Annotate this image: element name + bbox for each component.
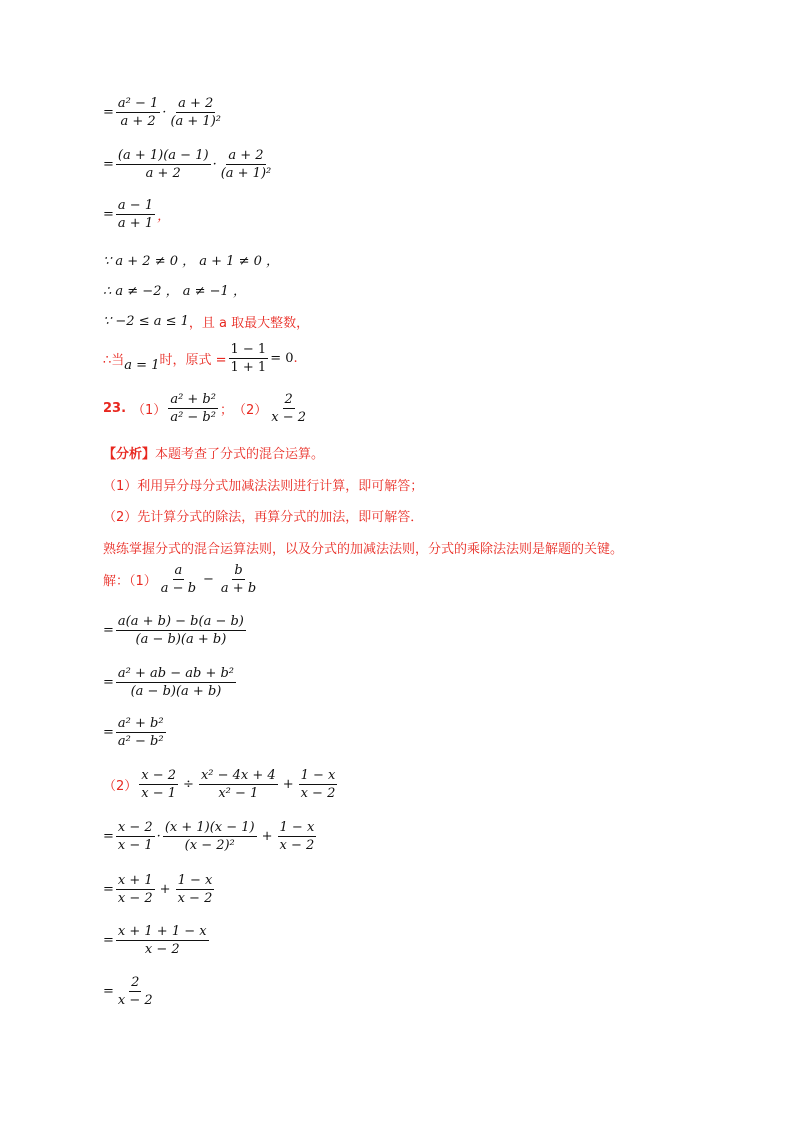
fraction: $\frac{a + 2}{\text{(a + 1)²}}$ <box>170 96 221 129</box>
multiply-dot: · <box>162 105 167 120</box>
equals-sign: = <box>103 105 114 120</box>
fraction: $\frac{1 - 1}{1 + 1}$ <box>230 342 267 375</box>
step-2: = $\frac{(a + 1)(a - 1)}{a + 2}$ · $\frac{a + 2}{\text{(a + 1)²}}$ <box>103 148 272 181</box>
fraction: $\frac{x - 2}{x - 1}$ <box>141 768 177 801</box>
fraction: $\frac{a + 2}{\text{(a + 1)²}}$ <box>220 148 272 181</box>
step-3: = $\frac{a - 1}{a + 1}$ ， <box>103 198 171 231</box>
fraction: $\frac{x + 1}{x - 2}$ <box>117 873 153 906</box>
fraction: $\frac{\text{x² − 4x + 4}}{\text{x² − 1}}$ <box>200 768 276 801</box>
analysis-line-1: （1）利用异分母分式加减法法则进行计算，即可解答； <box>103 479 424 494</box>
solution-step-1: = $\frac{a(a + b) - b(a - b)}{(a - b)(a + b)}$ <box>103 614 244 647</box>
solution-step-3: = $\frac{\text{a² + b²}}{\text{a² − b²}}$ <box>103 716 164 749</box>
analysis-line-3: 熟练掌握分式的混合运算法则，以及分式的加减法法则，分式的乘除法法则是解题的关键。 <box>103 542 624 557</box>
fraction: $\frac{x + 1 + 1 - x}{x - 2}$ <box>117 924 207 957</box>
fraction: $\frac{\text{a² + b²}}{\text{a² − b²}}$ <box>117 716 164 749</box>
fraction: $\frac{b}{a + b}$ <box>220 563 257 596</box>
fraction: $\frac{2}{x - 2}$ <box>117 975 153 1008</box>
solution-step-5: = $\frac{x + 1}{x - 2}$ + $\frac{1 - x}{x - 2}$ <box>103 873 213 906</box>
solution-part-1: 解：（1） $\frac{a}{a - b}$ − $\frac{b}{a + b}$ <box>103 563 257 596</box>
fraction: $\frac{x - 2}{x - 1}$ <box>117 820 153 853</box>
step-1 <box>103 96 225 129</box>
fraction: $\frac{1 - x}{x - 2}$ <box>300 768 336 801</box>
fraction: $\frac{(x + 1)(x - 1)}{\text{(x − 2)²}}$ <box>164 820 255 853</box>
solution-step-4: = $\frac{x - 2}{x - 1}$ · $\frac{(x + 1)(x - 1)}{\text{(x − 2)²}}$ + $\frac{1 - x}{x - 2}$ <box>103 820 315 853</box>
fraction: $\frac{\text{a² + ab − ab + b²}}{(a - b)(a + b)}$ <box>117 666 235 699</box>
fraction: $\frac{(a + 1)(a - 1)}{a + 2}$ <box>117 148 209 181</box>
fraction: $\frac{1 - x}{x - 2}$ <box>279 820 315 853</box>
analysis-line-2: （2）先计算分式的除法，再算分式的加法，即可解答． <box>103 510 424 525</box>
fraction: $\frac{\text{a² − 1}}{a + 2}$ <box>117 96 159 129</box>
fraction: $\frac{1 - x}{x - 2}$ <box>177 873 213 906</box>
fraction: $\frac{a}{a - b}$ <box>160 563 197 596</box>
fraction: $\frac{a - 1}{a + 1}$ <box>117 198 154 231</box>
question-23-answer: 23. （1） $\frac{\text{a² + b²}}{\text{a² − b²}}$ ； （2） $\frac{2}{x - 2}$ <box>103 392 307 425</box>
fraction: $\frac{\text{a² + b²}}{\text{a² − b²}}$ <box>170 392 216 425</box>
fraction: $\frac{a(a + b) - b(a - b)}{(a - b)(a + b)}$ <box>117 614 244 647</box>
analysis-title: 【分析】 本题考查了分式的混合运算。 <box>103 447 325 462</box>
question-number: 23. <box>103 401 127 416</box>
because-line-2: ∵ −2 ≤ a ≤ 1 ，且 a 取最大整数， <box>103 314 310 331</box>
solution-step-2: = $\frac{\text{a² + ab − ab + b²}}{(a - b)(a + b)}$ <box>103 666 235 699</box>
solution-part-2: （2） $\frac{x - 2}{x - 1}$ ÷ $\frac{\text{x² − 4x + 4}}{\text{x² − 1}}$ + $\frac{1 - x}{x - 2}$ <box>103 768 336 801</box>
therefore-line-1: ∴ a ≠ −2 ， a ≠ −1 ， <box>103 284 246 299</box>
solution-step-7: = $\frac{2}{x - 2}$ <box>103 975 153 1008</box>
because-line-1: ∵ a + 2 ≠ 0 ， a + 1 ≠ 0 ， <box>103 254 280 269</box>
conclusion-line: ∴当 a = 1 时，原式 = $\frac{1 - 1}{1 + 1}$ = 0 . <box>103 342 298 375</box>
fraction: $\frac{2}{x - 2}$ <box>271 392 307 425</box>
solution-step-6: = $\frac{x + 1 + 1 - x}{x - 2}$ <box>103 924 207 957</box>
